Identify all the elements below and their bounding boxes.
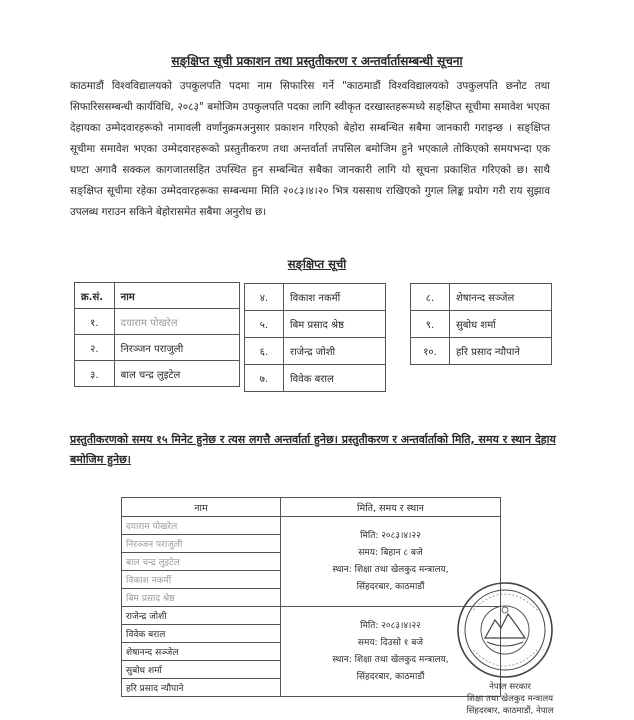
shortlist-table-2 [244, 283, 386, 392]
sn-cell: ९. [411, 311, 450, 338]
schedule-name-header: नाम [122, 498, 281, 517]
shortlist-title: सङ्क्षिप्त सूची [287, 257, 347, 271]
table-row [75, 309, 240, 335]
schedule-header-row [122, 498, 501, 517]
schedule-info-header: मिति, समय र स्थान [281, 498, 501, 517]
schedule-place: स्थान: शिक्षा तथा खेलकुद मन्त्रालय, [332, 654, 449, 665]
name-cell: राजेन्द्र जोशी [284, 338, 386, 365]
sn-header: क्र.सं. [75, 283, 115, 309]
sn-cell: १. [75, 309, 115, 335]
schedule-name-cell: शेषानन्द सञ्जेल [122, 643, 281, 661]
name-cell: निरञ्जन पराजुली [114, 335, 239, 361]
sn-cell: ३. [75, 361, 115, 387]
name-header: नाम [114, 283, 239, 309]
table-row [411, 311, 552, 338]
schedule-name-cell: बिम प्रसाद श्रेष्ठ [122, 589, 281, 607]
shortlist-table-1 [74, 282, 240, 387]
name-cell: सुबोध शर्मा [450, 311, 552, 338]
seal-caption [455, 681, 565, 717]
sn-cell: ५. [245, 311, 284, 338]
schedule-name-cell: बाल चन्द्र लुइटेल [122, 553, 281, 571]
schedule-name-cell: राजेन्द्र जोशी [122, 607, 281, 625]
schedule-place-city: सिंहदरबार, काठमाडौं [356, 671, 425, 682]
schedule-name-cell: हरि प्रसाद न्यौपाने [122, 679, 281, 697]
table-header-row [75, 283, 240, 309]
schedule-place-city: सिंहदरबार, काठमाडौं [356, 581, 425, 592]
table-row [245, 338, 386, 365]
presentation-notice: प्रस्तुतीकरणको समय १५ मिनेट हुनेछ र त्यस लगत्तै अन्तर्वार्ता हुनेछ। प्रस्तुतीकरण र अन्तर्वार्ताको मिति, समय र स्थान देहाय बमोजिम हुनेछ। [70, 433, 556, 466]
notice-body: काठमाडौं विश्वविद्यालयको उपकुलपति पदमा नाम सिफारिस गर्ने "काठमाडौं विश्वविद्यालयको उपकुलपति छनोट तथा सिफारिससम्बन्धी कार्यविधि, २०८३" बमोजिम उपकुलपति पदका लागि स्वीकृत दरखास्तहरूमध्ये सङ्क्षिप्त सूचीमा समावेश भएका देहायका उम्मेदवारहरूको नामावली वर्णानुक्रमअनुसार प्रकाशन गरिएको बेहोरा सम्बन्धित सबैमा जानकारी गराइन्छ । सङ्क्षिप्त सूचीमा समावेश भएका उम्मेदवारहरूको प्रस्तुतीकरण तथा अन्तर्वार्ता तपसिल बमोजिम हुने भएकाले तोकिएको समयभन्दा एक घण्टा अगावै सक्कल कागजातसहित उपस्थित हुन सम्बन्धित सबैका जानकारी लागि यो सूचना प्रकाशित गरिएको छ। साथै सङ्क्षिप्त सूचीमा रहेका उम्मेदवारहरूका सम्बन्धमा मिति २०८३।४।२० भित्र यससाथ राखिएको गुगल लिङ्क प्रयोग गरी राय सुझाव उपलब्ध गराउन सकिने बेहोरासमेत सबैमा अनुरोध छ। [70, 80, 550, 218]
schedule-date: मिति: २०८३।४।२२ [360, 530, 421, 541]
schedule-name-cell: निरञ्जन पराजुली [122, 535, 281, 553]
table-row [245, 284, 386, 311]
schedule-time: समय: बिहान ८ बजे [358, 547, 423, 558]
sn-cell: ८. [411, 284, 450, 311]
seal-line-1: नेपाल सरकार [489, 682, 531, 692]
sn-cell: ६. [245, 338, 284, 365]
schedule-name-cell: विवेक बराल [122, 625, 281, 643]
schedule-name-cell: विकाश नकर्मी [122, 571, 281, 589]
table-row [122, 517, 501, 535]
sn-cell: ७. [245, 365, 284, 392]
shortlist-table-3 [410, 283, 552, 365]
schedule-time: समय: दिउसो १ बजे [357, 637, 424, 648]
seal-line-2: शिक्षा तथा खेलकुद मन्त्रालय [466, 694, 554, 704]
ministry-seal-icon [455, 580, 555, 680]
sn-cell: १०. [411, 338, 450, 365]
schedule-place: स्थान: शिक्षा तथा खेलकुद मन्त्रालय, [332, 564, 449, 575]
name-cell: विवेक बराल [284, 365, 386, 392]
sn-cell: २. [75, 335, 115, 361]
name-cell: बाल चन्द्र लुइटेल [114, 361, 239, 387]
schedule-name-cell: सुबोध शर्मा [122, 661, 281, 679]
name-cell: शेषानन्द सञ्जेल [450, 284, 552, 311]
table-row [122, 607, 501, 625]
name-cell: विकाश नकर्मी [284, 284, 386, 311]
notice-title: सङ्क्षिप्त सूची प्रकाशन तथा प्रस्तुतीकरण र अन्तर्वार्तासम्बन्धी सूचना [171, 54, 463, 68]
table-row [245, 365, 386, 392]
schedule-date: मिति: २०८३।४।२२ [360, 620, 421, 631]
table-row [411, 338, 552, 365]
table-row [75, 335, 240, 361]
table-row [75, 361, 240, 387]
schedule-table [121, 497, 501, 697]
sn-cell: ४. [245, 284, 284, 311]
table-row [411, 284, 552, 311]
table-row [245, 311, 386, 338]
name-cell: बिम प्रसाद श्रेष्ठ [284, 311, 386, 338]
name-cell: हरि प्रसाद न्यौपाने [450, 338, 552, 365]
schedule-name-cell: दयाराम पोखरेल [122, 517, 281, 535]
seal-line-3: सिंहदरबार, काठमाडौं, नेपाल [466, 706, 554, 716]
name-cell: दयाराम पोखरेल [114, 309, 239, 335]
